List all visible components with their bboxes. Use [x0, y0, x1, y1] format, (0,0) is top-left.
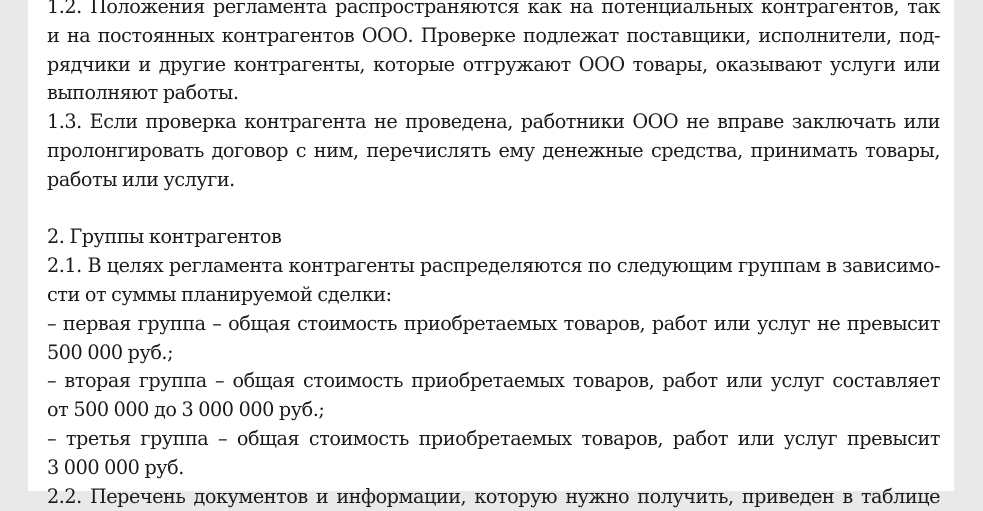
document-body: [47, 0, 940, 511]
paragraph-2-2-line-1: 2.2. Перечень документов и информации, которую нужно получить, приведен в таблице: [47, 484, 940, 508]
paragraph-2-1-line-2: сти от суммы планируемой сделки:: [47, 282, 392, 306]
group-1-line-1: – первая группа – общая стоимость приобретаемых товаров, работ или услуг не превысит: [47, 311, 940, 335]
group-2-line-2: от 500 000 до 3 000 000 руб.;: [47, 398, 325, 422]
group-2-line-1: – вторая группа – общая стоимость приобретаемых товаров, работ или услуг составляет: [47, 369, 940, 393]
group-1-line-2: 500 000 руб.;: [47, 340, 174, 364]
paragraph-1-3-line-3: работы или услуги.: [47, 167, 235, 191]
paragraph-1-2-line-4: выполняют работы.: [47, 81, 239, 105]
paragraph-2-1-line-1: 2.1. В целях регламента контрагенты распределяются по следующим группам в зависимо-: [47, 254, 940, 278]
document-page: [28, 0, 954, 508]
section-2-heading: 2. Группы контрагентов: [47, 225, 282, 249]
blank-line: [47, 195, 940, 224]
group-3-line-1: – третья группа – общая стоимость приобретаемых товаров, работ или услуг превысит: [47, 426, 940, 450]
paragraph-1-2-line-1: 1.2. Положения регламента распространяются как на потенциальных контрагентов, так: [47, 0, 940, 18]
paragraph-1-2-line-3: рядчики и другие контрагенты, которые отгружают ООО товары, оказывают услуги или: [47, 52, 940, 76]
paragraph-1-3-line-1: 1.3. Если проверка контрагента не проведена, работники ООО не вправе заключать или: [47, 110, 940, 134]
paragraph-1-3-line-2: пролонгировать договор с ним, перечислять ему денежные средства, принимать товары,: [47, 138, 940, 162]
paragraph-1-2-line-2: и на постоянных контрагентов ООО. Проверке подлежат поставщики, исполнители, под-: [47, 23, 940, 47]
group-3-line-2: 3 000 000 руб.: [47, 455, 184, 479]
